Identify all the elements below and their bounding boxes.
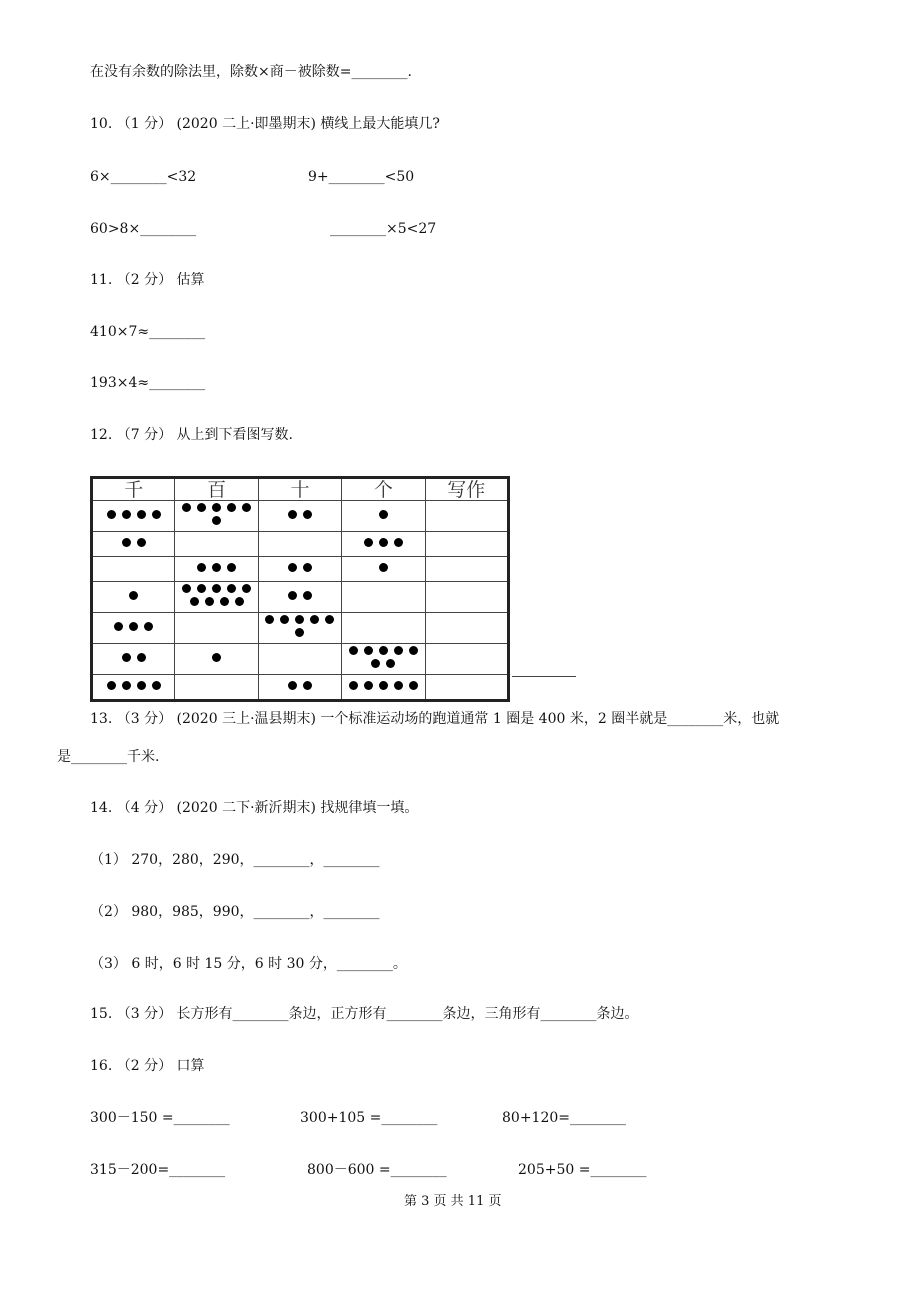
header-hundreds: 百 [175,478,258,501]
bead-dot [349,681,358,690]
abacus-cell-hundreds [175,532,258,557]
abacus-cell-thousands [92,582,175,613]
q14-item-2[interactable]: （2） 980，985，990，________，________ [90,904,380,920]
bead-dot [242,584,251,593]
abacus-row [92,613,509,644]
bead-dot [107,510,116,519]
abacus-cell-write[interactable] [425,644,508,675]
q11-item-a[interactable]: 410×7≈________ [90,324,206,340]
q12-answer-line[interactable] [512,676,576,677]
q15-line[interactable]: 15. （3 分） 长方形有________条边，正方形有________条边，三角形有________条边。 [90,1006,639,1022]
bead-dot [212,503,221,512]
bead-dot [107,681,116,690]
abacus-cell-tens [258,613,341,644]
abacus-cell-ones [342,501,425,532]
header-thousands: 千 [92,478,175,501]
bead-dot [205,597,214,606]
dot-group [259,613,341,639]
dot-group [376,508,391,521]
bead-dot [325,615,334,624]
bead-dot [144,622,153,631]
dot-group [179,582,255,608]
abacus-table [90,476,510,702]
bead-dot [394,681,403,690]
bead-dot [137,653,146,662]
bead-dot [303,681,312,690]
bead-dot [197,563,206,572]
dot-group [285,561,315,574]
dot-group [194,561,239,574]
abacus-cell-thousands [92,675,175,701]
q11-item-b[interactable]: 193×4≈________ [90,375,206,391]
q16-item-b[interactable]: 300+105 =________ [300,1110,438,1126]
abacus-cell-tens [258,644,341,675]
q12-heading: 12. （7 分） 从上到下看图写数. [90,427,293,443]
abacus-cell-ones [342,644,425,675]
bead-dot [197,584,206,593]
abacus-row [92,582,509,613]
abacus-cell-thousands [92,532,175,557]
bead-dot [295,628,304,637]
abacus-row [92,532,509,557]
bead-dot [242,503,251,512]
bead-dot [394,538,403,547]
dot-group [104,508,164,521]
dot-group [175,501,257,527]
q16-item-e[interactable]: 800－600 =________ [307,1162,447,1178]
abacus-cell-hundreds [175,675,258,701]
abacus-cell-write[interactable] [425,501,508,532]
bead-dot [379,681,388,690]
dot-group [285,508,315,521]
bead-dot [182,503,191,512]
bead-dot [122,653,131,662]
bead-dot [152,510,161,519]
bead-dot [379,646,388,655]
dot-group [285,679,315,692]
abacus-cell-ones [342,582,425,613]
q10-item-a[interactable]: 6×________<32 [90,169,197,185]
abacus-cell-write[interactable] [425,557,508,582]
dot-group [346,679,421,692]
bead-dot [137,538,146,547]
bead-dot [379,510,388,519]
header-tens: 十 [258,478,341,501]
dot-group [119,536,149,549]
q10-item-c[interactable]: 60>8×________ [90,221,197,237]
abacus-cell-thousands [92,613,175,644]
abacus-cell-write[interactable] [425,582,508,613]
bead-dot [349,646,358,655]
abacus-cell-hundreds [175,582,258,613]
bead-dot [212,584,221,593]
abacus-cell-ones [342,557,425,582]
q16-item-c[interactable]: 80+120=________ [502,1110,626,1126]
bead-dot [364,646,373,655]
page-footer: 第 3 页 共 11 页 [404,1194,502,1209]
bead-dot [280,615,289,624]
q9-line: 在没有余数的除法里，除数×商－被除数=________. [90,64,412,80]
dot-group [285,589,315,602]
bead-dot [114,622,123,631]
q16-item-d[interactable]: 315－200=________ [90,1162,226,1178]
abacus-header-row [92,478,509,501]
bead-dot [235,597,244,606]
abacus-row [92,501,509,532]
bead-dot [303,591,312,600]
q14-item-1[interactable]: （1） 270，280，290，________，________ [90,852,380,868]
bead-dot [137,510,146,519]
dot-group [104,679,164,692]
abacus-cell-tens [258,532,341,557]
q16-item-f[interactable]: 205+50 =________ [518,1162,647,1178]
bead-dot [122,538,131,547]
dot-group [111,620,156,633]
abacus-cell-ones [342,675,425,701]
bead-dot [212,653,221,662]
bead-dot [137,681,146,690]
q16-item-a[interactable]: 300－150 =________ [90,1110,230,1126]
bead-dot [288,681,297,690]
q14-item-3[interactable]: （3） 6 时，6 时 15 分，6 时 30 分，________。 [90,956,407,972]
bead-dot [227,503,236,512]
bead-dot [379,538,388,547]
bead-dot [409,646,418,655]
bead-dot [303,563,312,572]
bead-dot [394,646,403,655]
abacus-row [92,675,509,701]
header-write: 写作 [425,478,508,501]
abacus-cell-tens [258,582,341,613]
dot-group [209,651,224,664]
abacus-cell-thousands [92,557,175,582]
dot-group [361,536,406,549]
abacus-cell-write[interactable] [425,675,508,701]
abacus-cell-write[interactable] [425,613,508,644]
bead-dot [129,591,138,600]
bead-dot [197,503,206,512]
abacus-cell-hundreds [175,557,258,582]
abacus-cell-tens [258,501,341,532]
bead-dot [409,681,418,690]
abacus-cell-thousands [92,644,175,675]
q13-line-1[interactable]: 13. （3 分） (2020 三上·温县期末) 一个标准运动场的跑道通常 1 圈是 400 米，2 圈半就是________米，也就 [90,711,780,727]
bead-dot [288,510,297,519]
bead-dot [303,510,312,519]
bead-dot [379,563,388,572]
bead-dot [129,622,138,631]
header-ones: 个 [342,478,425,501]
q11-heading: 11. （2 分） 估算 [90,272,205,288]
bead-dot [212,516,221,525]
q13-line-2[interactable]: 是________千米. [57,749,160,765]
bead-dot [265,615,274,624]
abacus-cell-thousands [92,501,175,532]
bead-dot [288,563,297,572]
abacus-cell-ones [342,613,425,644]
bead-dot [227,584,236,593]
bead-dot [122,510,131,519]
bead-dot [386,659,395,668]
bead-dot [212,563,221,572]
bead-dot [364,538,373,547]
bead-dot [288,591,297,600]
abacus-row [92,557,509,582]
bead-dot [295,615,304,624]
bead-dot [122,681,131,690]
abacus-cell-tens [258,675,341,701]
abacus-cell-hundreds [175,613,258,644]
abacus-row [92,644,509,675]
q10-item-d[interactable]: ________×5<27 [330,221,437,237]
abacus-cell-write[interactable] [425,532,508,557]
dot-group [342,644,424,670]
dot-group [376,561,391,574]
abacus-cell-ones [342,532,425,557]
abacus-cell-tens [258,557,341,582]
q14-heading: 14. （4 分） (2020 二下·新沂期末) 找规律填一填。 [90,800,419,816]
bead-dot [182,584,191,593]
q10-heading: 10. （1 分） (2020 二上·即墨期末) 横线上最大能填几? [90,116,440,132]
bead-dot [310,615,319,624]
abacus-cell-hundreds [175,644,258,675]
dot-group [119,651,149,664]
bead-dot [190,597,199,606]
bead-dot [371,659,380,668]
abacus-cell-hundreds [175,501,258,532]
bead-dot [364,681,373,690]
bead-dot [227,563,236,572]
bead-dot [220,597,229,606]
bead-dot [152,681,161,690]
q10-item-b[interactable]: 9+________<50 [308,169,415,185]
q16-heading: 16. （2 分） 口算 [90,1058,205,1074]
dot-group [126,589,141,602]
